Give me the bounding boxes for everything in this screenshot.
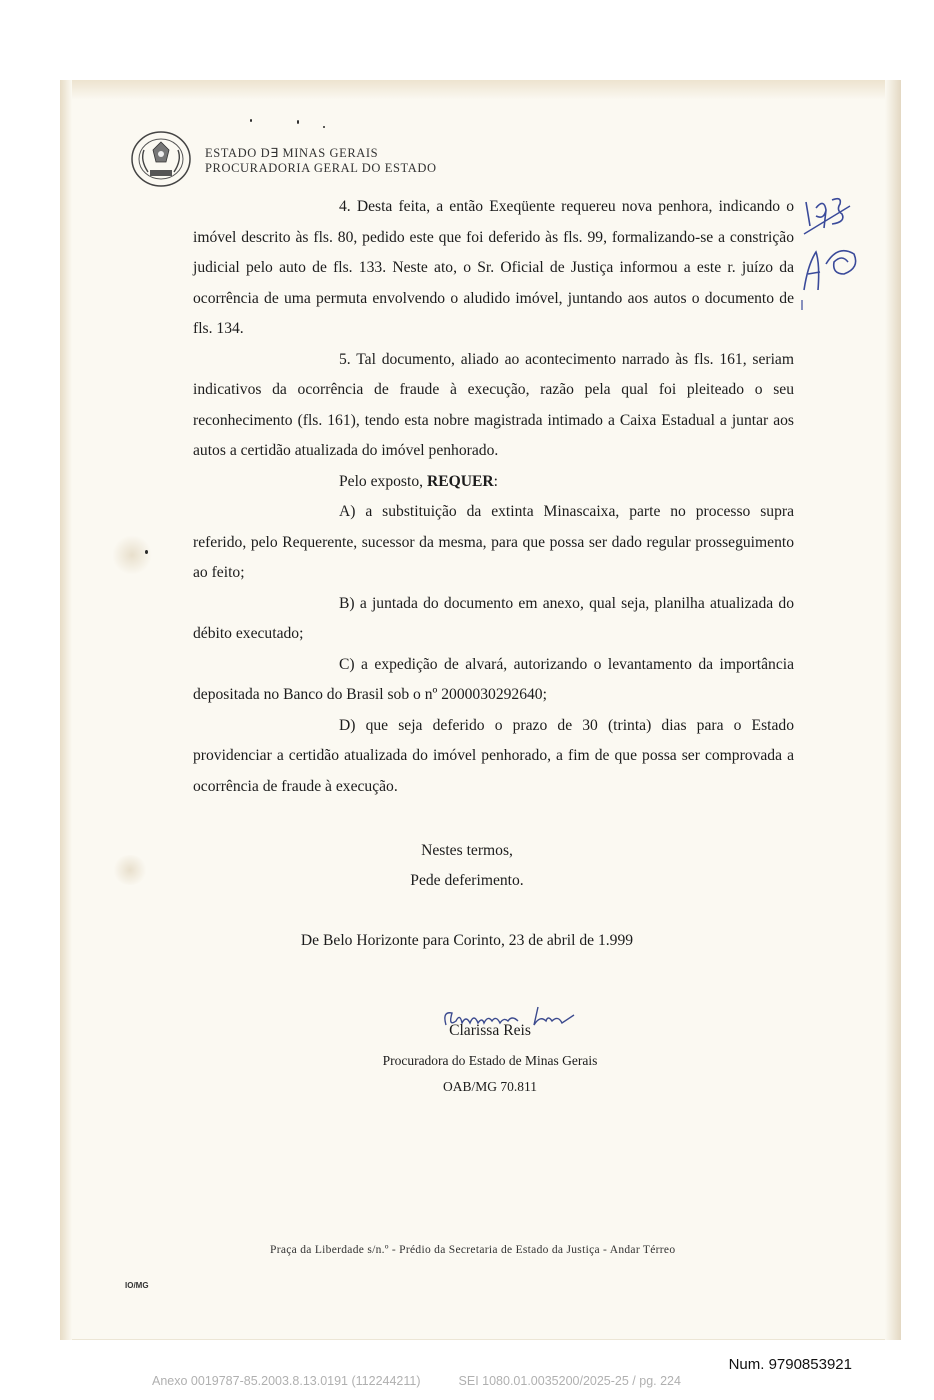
request-item-a: A) a substituição da extinta Minascaixa, parte no processo supra referido, pelo Requerente, sucessor da mesma, para que possa ser dado regular prosseguimento ao feito;	[193, 503, 794, 581]
request-intro-prefix: Pelo exposto,	[339, 472, 427, 490]
margin-handwritten-note	[798, 194, 868, 314]
sei-reference: SEI 1080.01.0035200/2025-25 / pg. 224	[458, 1374, 681, 1388]
request-keyword: REQUER	[426, 472, 494, 490]
letterhead	[205, 146, 437, 176]
request-item-b: B) a juntada do documento em anexo, qual seja, planilha atualizada do débito executado;	[193, 594, 794, 642]
letterhead-state: ESTADO D∃ MINAS GERAIS	[205, 146, 379, 160]
request-item-d: D) que seja deferido o prazo de 30 (trinta) dias para o Estado providenciar a certidão atualizada do imóvel penhorado, a fim de que possa ser comprovada a ocorrência de fraude à execução.	[193, 716, 794, 795]
closing-request: Pede deferimento.	[410, 872, 524, 889]
paper-speck	[145, 550, 148, 554]
document-body	[193, 192, 794, 802]
paragraph-5: 5. Tal documento, aliado ao acontecimento narrado às fls. 161, seriam indicativos da ocorrência de fraude à execução, razão pela qual foi pleiteado o seu reconhecimento (fls. 161), tendo esta nobre magistrada intimado a Caixa Estadual a juntar aos autos a certidão atualizada do imóvel penhorado.	[193, 350, 794, 459]
footer-address: Praça da Liberdade s/n.º - Prédio da Secretaria de Estado da Justiça - Andar Térreo	[270, 1244, 676, 1256]
place-and-date: De Belo Horizonte para Corinto, 23 de abril de 1.999	[300, 932, 634, 949]
paper-speck	[297, 120, 299, 124]
paper-speck	[250, 119, 252, 122]
signer-title: Procuradora do Estado de Minas Gerais	[382, 1053, 598, 1068]
state-seal-icon	[130, 130, 192, 188]
request-intro-suffix: :	[493, 472, 498, 490]
scan-edge-right	[885, 80, 901, 1340]
footer-code: IO/MG	[125, 1281, 149, 1290]
anexo-reference: Anexo 0019787-85.2003.8.13.0191 (112244211)	[152, 1374, 421, 1388]
document-number: Num. 9790853921	[728, 1356, 852, 1373]
letterhead-office: PROCURADORIA GERAL DO ESTADO	[205, 161, 437, 175]
signer-oab: OAB/MG 70.811	[442, 1079, 537, 1094]
paragraph-4: 4. Desta feita, a então Exeqüente requereu nova penhora, indicando o imóvel descrito às fls. 80, pedido este que foi deferido às fls. 99, formalizando-se a constrição judicial pelo auto de fls. 133. Neste ato, o Sr. Oficial de Justiça informou a este r. juízo da ocorrência de uma permuta envolvendo o aludido imóvel, juntando aos autos o documento de fls. 134.	[193, 198, 794, 337]
paper-speck	[323, 126, 325, 128]
closing-terms: Nestes termos,	[421, 842, 513, 859]
paper-smudge	[112, 535, 152, 575]
signer-name: Clarissa Reis	[449, 1022, 531, 1039]
sei-stamp	[152, 1374, 719, 1388]
scan-edge-left	[60, 80, 72, 1340]
scan-edge-top	[60, 80, 901, 100]
request-item-c: C) a expedição de alvará, autorizando o levantamento da importância depositada no Banco do Brasil sob o nº 2000030292640;	[193, 655, 794, 703]
request-intro	[193, 467, 794, 498]
